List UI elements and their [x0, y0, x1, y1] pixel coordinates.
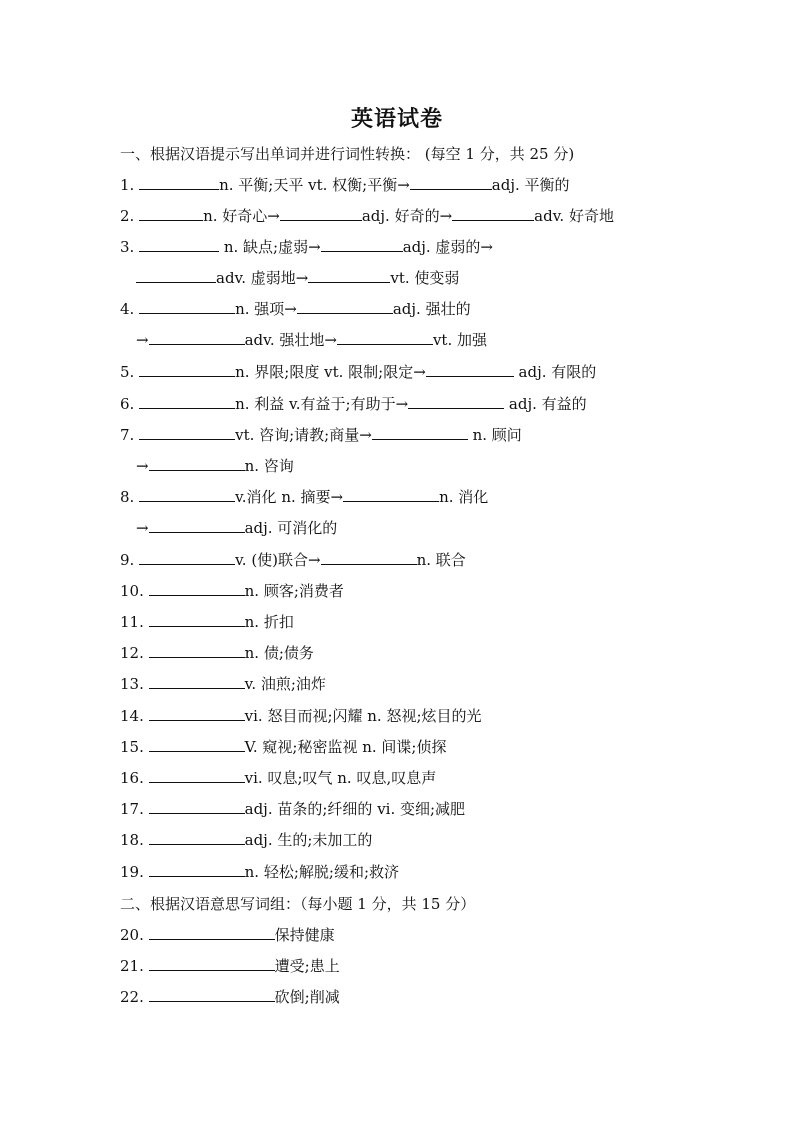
answer-blank[interactable] [139, 487, 235, 502]
question-2 [120, 206, 614, 226]
question-text: 遭受;患上 [274, 957, 340, 975]
question-8 [120, 487, 488, 507]
answer-blank[interactable] [149, 862, 245, 877]
question-text: n. 债;债务 [244, 644, 314, 662]
answer-blank[interactable] [280, 206, 362, 221]
question-text: n. 平衡;天平 vt. 权衡;平衡→ [219, 176, 410, 194]
question-6 [120, 394, 587, 414]
answer-blank[interactable] [149, 956, 275, 971]
question-20 [120, 925, 335, 945]
answer-blank[interactable] [149, 456, 245, 471]
question-text: 保持健康 [274, 926, 335, 944]
question-text: n. 利益 v.有益于;有助于→ [235, 395, 409, 413]
question-text: adj. 强壮的 [392, 300, 471, 318]
question-number: 9. [120, 551, 135, 569]
question-8-continued [136, 518, 337, 538]
question-number: 19. [120, 863, 144, 881]
question-22 [120, 987, 340, 1007]
question-text: adj. 有益的 [504, 395, 587, 413]
answer-blank[interactable] [149, 518, 245, 533]
answer-blank[interactable] [149, 768, 245, 783]
answer-blank[interactable] [410, 175, 492, 190]
answer-blank[interactable] [321, 237, 403, 252]
question-21 [120, 956, 340, 976]
answer-blank[interactable] [139, 394, 235, 409]
question-text: n. 消化 [439, 488, 489, 506]
question-text: V. 窥视;秘密监视 n. 间谍;侦探 [244, 738, 447, 756]
answer-blank[interactable] [149, 643, 245, 658]
arrow-text: → [136, 519, 149, 537]
question-13 [120, 674, 326, 694]
question-text: adj. 生的;未加工的 [244, 831, 373, 849]
question-text: n. 界限;限度 vt. 限制;限定→ [235, 363, 426, 381]
question-5 [120, 362, 596, 382]
answer-blank[interactable] [149, 581, 245, 596]
answer-blank[interactable] [149, 737, 245, 752]
question-number: 11. [120, 613, 144, 631]
answer-blank[interactable] [297, 299, 393, 314]
question-text: v.消化 n. 摘要→ [235, 488, 344, 506]
question-number: 20. [120, 926, 144, 944]
question-text: adv. 强壮地→ [244, 331, 337, 349]
question-text: adv. 好奇地 [534, 207, 614, 225]
answer-blank[interactable] [149, 674, 245, 689]
question-text: v. 油煎;油炸 [244, 675, 326, 693]
question-text: vi. 怒目而视;闪耀 n. 怒视;炫目的光 [244, 707, 482, 725]
answer-blank[interactable] [139, 237, 219, 252]
question-number: 15. [120, 738, 144, 756]
question-4-continued [136, 330, 487, 350]
question-text: 砍倒;削减 [274, 988, 340, 1006]
question-text: n. 咨询 [244, 457, 294, 475]
question-text: n. 折扣 [244, 613, 294, 631]
question-15 [120, 737, 446, 757]
answer-blank[interactable] [343, 487, 439, 502]
question-17 [120, 799, 465, 819]
question-text: adj. 好奇的→ [361, 207, 453, 225]
question-16 [120, 768, 436, 788]
answer-blank[interactable] [408, 394, 504, 409]
answer-blank[interactable] [149, 330, 245, 345]
answer-blank[interactable] [452, 206, 534, 221]
question-text: adv. 虚弱地→ [216, 269, 309, 287]
question-text: n. 顾问 [467, 426, 522, 444]
question-text: adj. 可消化的 [244, 519, 338, 537]
answer-blank[interactable] [149, 925, 275, 940]
question-11 [120, 612, 294, 632]
question-number: 18. [120, 831, 144, 849]
question-number: 17. [120, 800, 144, 818]
answer-blank[interactable] [372, 425, 468, 440]
answer-blank[interactable] [139, 175, 219, 190]
question-text: n. 联合 [416, 551, 466, 569]
question-3-continued [136, 268, 459, 288]
question-text: n. 顾客;消费者 [244, 582, 344, 600]
question-number: 12. [120, 644, 144, 662]
answer-blank[interactable] [149, 706, 245, 721]
answer-blank[interactable] [426, 362, 514, 377]
question-text: n. 强项→ [235, 300, 297, 318]
answer-blank[interactable] [139, 206, 203, 221]
answer-blank[interactable] [139, 299, 235, 314]
arrow-text: → [136, 457, 149, 475]
question-14 [120, 706, 482, 726]
question-number: 2. [120, 207, 135, 225]
question-7 [120, 425, 522, 445]
question-text: vt. 使变弱 [390, 269, 460, 287]
answer-blank[interactable] [149, 987, 275, 1002]
answer-blank[interactable] [149, 830, 245, 845]
answer-blank[interactable] [308, 268, 390, 283]
answer-blank[interactable] [139, 550, 235, 565]
question-text: vi. 叹息;叹气 n. 叹息,叹息声 [244, 769, 437, 787]
question-text: adj. 虚弱的→ [402, 238, 493, 256]
question-text: n. 轻松;解脱;缓和;救济 [244, 863, 399, 881]
question-text: adj. 平衡的 [491, 176, 570, 194]
question-number: 5. [120, 363, 135, 381]
answer-blank[interactable] [149, 799, 245, 814]
question-number: 1. [120, 176, 135, 194]
question-number: 13. [120, 675, 144, 693]
question-19 [120, 862, 399, 882]
answer-blank[interactable] [149, 612, 245, 627]
answer-blank[interactable] [139, 362, 235, 377]
answer-blank[interactable] [337, 330, 433, 345]
question-text: n. 好奇心→ [203, 207, 280, 225]
question-number: 21. [120, 957, 144, 975]
page-title: 英语试卷 [350, 106, 443, 132]
section-1-heading: 一、根据汉语提示写出单词并进行词性转换： (每空 1 分，共 25 分) [120, 145, 575, 163]
question-number: 10. [120, 582, 144, 600]
question-10 [120, 581, 344, 601]
question-text: v. (使)联合→ [235, 551, 321, 569]
question-4 [120, 299, 471, 319]
question-7-continued [136, 456, 294, 476]
question-text: vt. 加强 [432, 331, 487, 349]
question-12 [120, 643, 314, 663]
question-text: adj. 有限的 [513, 363, 597, 381]
section-2-heading: 二、根据汉语意思写词组：（每小题 1 分，共 15 分） [120, 895, 476, 913]
answer-blank[interactable] [321, 550, 417, 565]
question-number: 7. [120, 426, 135, 444]
question-number: 3. [120, 238, 135, 256]
question-18 [120, 830, 372, 850]
question-number: 16. [120, 769, 144, 787]
question-1 [120, 175, 570, 195]
question-number: 14. [120, 707, 144, 725]
question-3 [120, 237, 493, 257]
question-number: 22. [120, 988, 144, 1006]
question-number: 8. [120, 488, 135, 506]
question-text: adj. 苗条的;纤细的 vi. 变细;减肥 [244, 800, 466, 818]
question-text: vt. 咨询;请教;商量→ [235, 426, 372, 444]
answer-blank[interactable] [139, 425, 235, 440]
question-number: 4. [120, 300, 135, 318]
question-number: 6. [120, 395, 135, 413]
arrow-text: → [136, 331, 149, 349]
question-text: n. 缺点;虚弱→ [219, 238, 321, 256]
answer-blank[interactable] [136, 268, 216, 283]
question-9 [120, 550, 466, 570]
